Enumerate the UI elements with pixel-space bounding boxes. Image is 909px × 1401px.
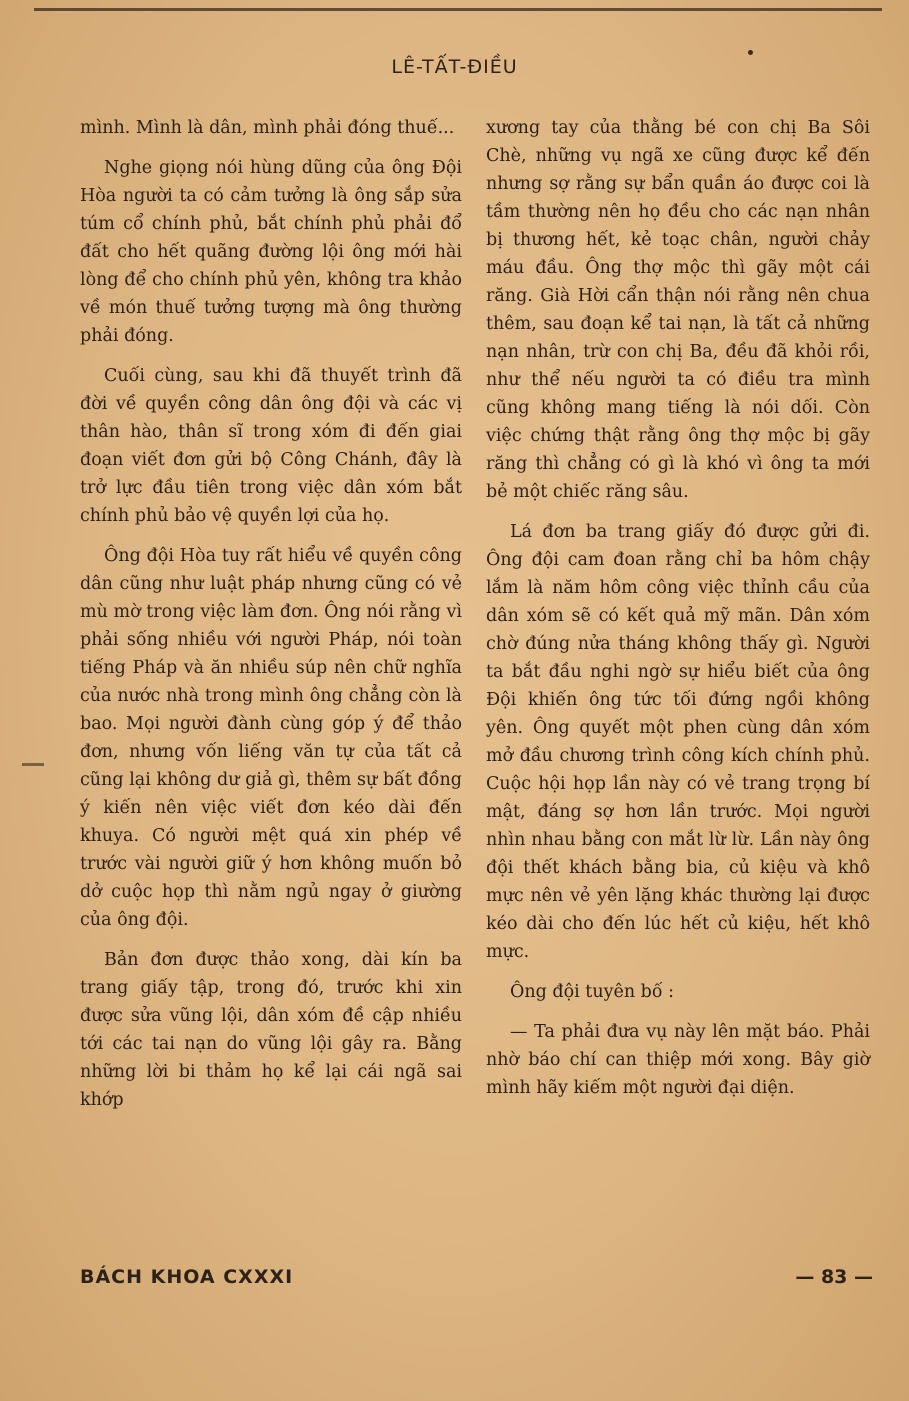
paragraph: Ông đội Hòa tuy rất hiểu về quyền công dân cũng như luật pháp nhưng cũng có vẻ mù mờ trong việc làm đơn. Ông nói rằng vì phải sống nhiều với người Pháp, nói toàn tiếng Pháp và ăn nhiều súp nên chữ nghĩa của nước nhà trong mình ông chẳng còn là bao. Mọi người đành cùng góp ý để thảo đơn, nhưng vốn liếng văn tự của tất cả cũng lại không dư giả gì, thêm sự bất đồng ý kiến nên việc viết đơn kéo dài đến khuya. Có người mệt quá xin phép về trước vài người giữ ý hơn không muốn bỏ dở cuộc họp thì nằm ngủ ngay ở giường của ông đội. [80, 546, 462, 930]
left-column [80, 114, 462, 1126]
margin-mark [22, 763, 44, 766]
magazine-name: BÁCH KHOA CXXXI [80, 1266, 294, 1288]
page-number: — 83 — [795, 1266, 873, 1288]
paragraph: Cuối cùng, sau khi đã thuyết trình đã đời về quyền công dân ông đội và các vị thân hào, thân sĩ trong xóm đi đến giai đoạn viết đơn gửi bộ Công Chánh, đây là trở lực đầu tiên trong việc dân xóm bắt chính phủ bảo vệ quyền lợi của họ. [80, 366, 462, 526]
paragraph: xương tay của thằng bé con chị Ba Sôi Chè, những vụ ngã xe cũng được kể đến nhưng sợ rằng sự bẩn quần áo được coi là tầm thường nên họ đều cho các nạn nhân bị thương hết, kẻ toạc chân, người chảy máu đầu. Ông thợ mộc thì gãy một cái răng. Già Hời cẩn thận nói rằng nên chua thêm, sau đoạn kể tai nạn, là tất cả những nạn nhân, trừ con chị Ba, đều đã khỏi rồi, như thể nếu người ta có điều tra mình cũng không mang tiếng là nói dối. Còn việc chứng thật rằng ông thợ mộc bị gãy răng thì chẳng có gì là khó vì ông ta mới bẻ một chiếc răng sâu. [486, 118, 870, 502]
page-header-author: LÊ-TẤT-ĐIỀU [391, 56, 518, 78]
ink-dot [748, 50, 753, 55]
paragraph: Bản đơn được thảo xong, dài kín ba trang giấy tập, trong đó, trước khi xin được sửa vũng lội, dân xóm đề cập nhiều tới các tai nạn do vũng lội gây ra. Bằng những lời bi thảm họ kể lại cái ngã sai khớp [80, 950, 462, 1110]
paragraph: — Ta phải đưa vụ này lên mặt báo. Phải nhờ báo chí can thiệp mới xong. Bây giờ mình hãy kiếm một người đại diện. [486, 1022, 870, 1098]
paragraph: Lá đơn ba trang giấy đó được gửi đi. Ông đội cam đoan rằng chỉ ba hôm chậy lắm là năm hôm công việc thỉnh cầu của dân xóm sẽ có kết quả mỹ mãn. Dân xóm chờ đúng nửa tháng không thấy gì. Người ta bắt đầu nghi ngờ sự hiểu biết của ông Đội khiến ông tức tối đứng ngồi không yên. Ông quyết một phen cùng dân xóm mở đầu chương trình công kích chính phủ. Cuộc hội họp lần này có vẻ trang trọng bí mật, đáng sợ hơn lần trước. Mọi người nhìn nhau bằng con mắt lừ lừ. Lần này ông đội thết khách bằng bia, củ kiệu và khô mực nên vẻ yên lặng khác thường lại được kéo dài cho đến lúc hết củ kiệu, hết khô mực. [486, 522, 870, 962]
paragraph: Ông đội tuyên bố : [510, 982, 675, 1002]
top-rule [34, 8, 882, 11]
paragraph: Nghe giọng nói hùng dũng của ông Đội Hòa người ta có cảm tưởng là ông sắp sửa túm cổ chính phủ, bắt chính phủ phải đổ đất cho hết quãng đường lội ông mới hài lòng để cho chính phủ yên, không tra khảo về món thuế tưởng tượng mà ông thường phải đóng. [80, 158, 462, 346]
paragraph: mình. Mình là dân, mình phải đóng thuế... [80, 118, 455, 138]
right-column [486, 114, 870, 1114]
